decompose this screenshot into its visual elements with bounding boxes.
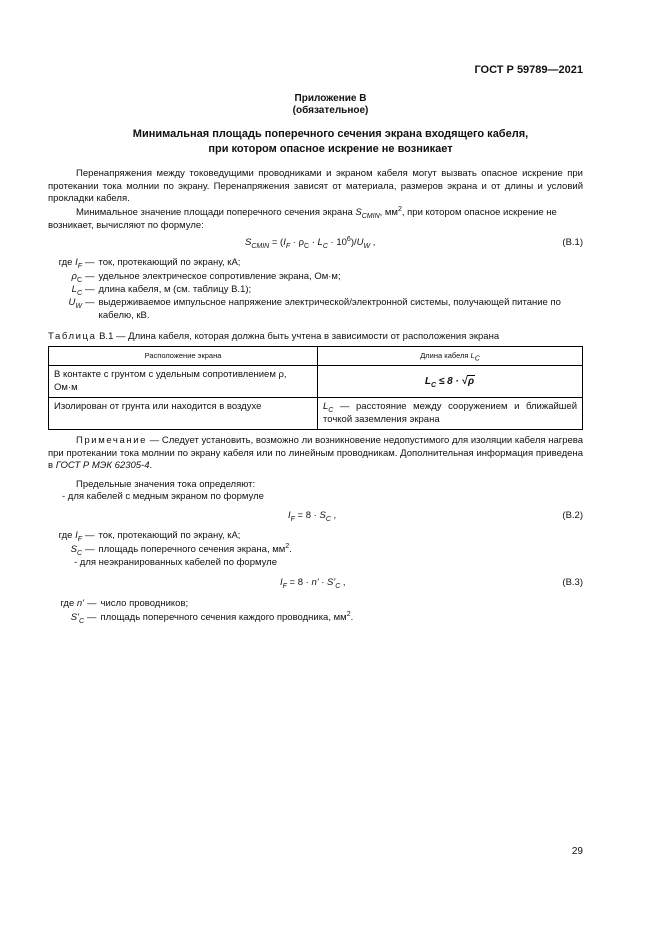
definition-row: $L_C$ — длина кабеля, м (см. таблицу В.1); (71, 284, 252, 297)
annex-title: Приложение В (294, 93, 367, 104)
limits-intro: Предельные значения тока определяют: (76, 479, 256, 490)
page-number: 29 (571, 846, 583, 857)
section-heading-line2: при котором опасное искрение не возникает (208, 143, 453, 155)
definition-row: где n' — число проводников; (60, 598, 189, 609)
table-cell-formula: $L_C \le 8 \cdot √\rho$ (318, 366, 583, 398)
table-cell: В контакте с грунтом с удельным сопротивлением ρ, Ом·м (49, 366, 318, 398)
table-cell: $L_C$ — расстояние между сооружением и ближайшей точкой заземления экрана (318, 398, 583, 430)
cable-length-table (48, 346, 583, 430)
table-row (49, 366, 583, 398)
table-header-length: Длина кабеля $L_C$ (318, 347, 583, 366)
table-header-location: Расположение экрана (49, 347, 318, 366)
section-heading-line1: Минимальная площадь поперечного сечения экрана входящего кабеля, (132, 128, 529, 140)
intro-paragraph-2: Минимальное значение площади поперечного сечения экрана $S_{CMIN}$, $мм^2$, при котором опасное искрение не возникает, вычисляют по формуле: (48, 205, 557, 231)
limits-case-unshielded: - для неэкранированных кабелей по формуле (74, 557, 278, 568)
note-paragraph: Примечание — Следует установить, возможно ли возникновение недопустимого для изоляции кабеля нагрева при протекании тока молнии по экрану кабеля или по линейным проводникам. Дополнительная информация приведена в ГОСТ Р МЭК 62305-4. (48, 435, 583, 472)
definition-row: $\rho_C$ — удельное электрическое сопротивление экрана, Ом·м; (71, 271, 341, 284)
definition-row: где $I_F$ — ток, протекающий по экрану, кА; (58, 257, 241, 270)
formula-b3-number: (B.3) (562, 577, 583, 588)
definition-row: $S'_C$ — площадь поперечного сечения каждого проводника, $мм^2$. (70, 610, 354, 625)
definition-row: $U_W$ — выдерживаемое импульсное напряжение электрической/электронной системы, получающей питание по кабелю, кВ. (68, 297, 561, 321)
table-row (49, 398, 583, 430)
section-heading (0, 127, 661, 157)
intro-paragraph-1: Перенапряжения между токоведущими проводниками и экраном кабеля могут вызвать опасное искрение при протекании тока молнии по экрану. Перенапряжения зависят от материала, размеров экрана и от длины и условий прокладки кабеля. (48, 168, 583, 205)
limits-case-copper: - для кабелей с медным экраном по формуле (62, 491, 264, 502)
definition-row: где $I_F$ — ток, протекающий по экрану, кА; (58, 530, 241, 543)
formula-b1-number: (B.1) (562, 237, 583, 248)
formula-b2: $I_F = 8 \cdot S_C$ , (288, 510, 337, 523)
table-cell: Изолирован от грунта или находится в воздухе (49, 398, 318, 430)
table-caption: Таблица В.1 — Длина кабеля, которая должна быть учтена в зависимости от расположения экрана (48, 331, 500, 342)
table-header-row (49, 347, 583, 366)
formula-b2-number: (B.2) (562, 510, 583, 521)
document-id: ГОСТ Р 59789—2021 (474, 64, 583, 76)
formula-b1: $S_{CMIN} = (I_F \cdot \rho_C \cdot L_C \cdot 10^6)/U_W$ , (245, 235, 376, 250)
definition-row: $S_C$ — площадь поперечного сечения экрана, $мм^2$. (70, 542, 292, 557)
formula-b3: $I_F = 8 \cdot n' \cdot S'_C$ , (280, 577, 346, 590)
annex-status: (обязательное) (292, 105, 369, 116)
